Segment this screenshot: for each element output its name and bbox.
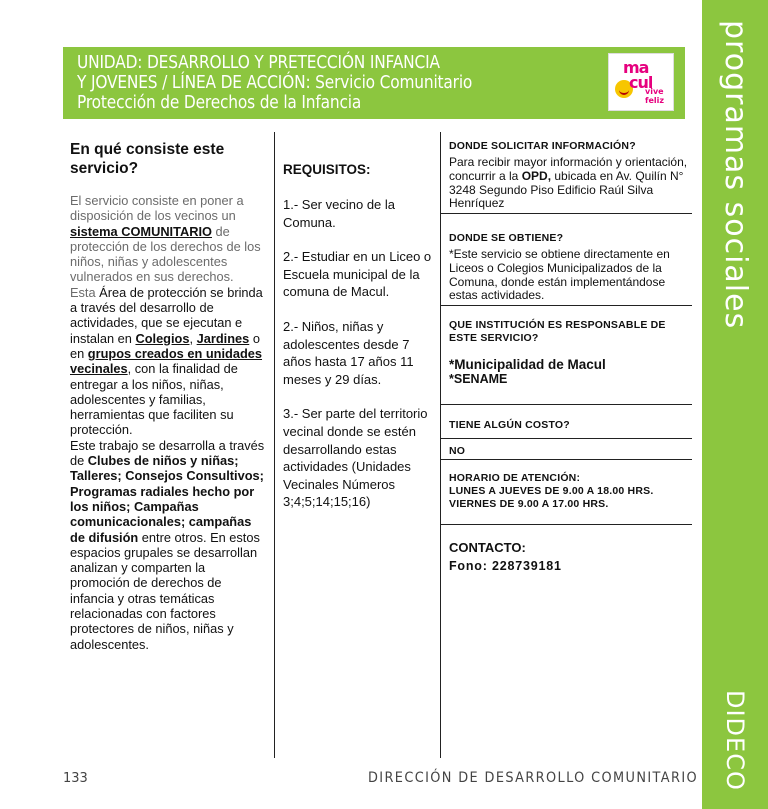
institution-1: *Municipalidad de Macul [449, 357, 606, 372]
text-run: Área de protección se brinda a través del desarrollo de actividades, que se ejecutan e instalan en [70, 284, 263, 346]
text-run-opd: OPD, [521, 168, 552, 183]
contact-phone: Fono: 228739181 [449, 559, 562, 573]
logo-text-1: ma [623, 58, 649, 77]
text-run-bold: Clubes de niños y niñas; Talleres; Consejos Consultivos; Programas radiales hecho por los niños; Campañas comunicacionales; campañas de difusión [70, 453, 264, 545]
sidebar-section-label [705, 20, 765, 340]
info-heading: DONDE SOLICITAR INFORMACIÓN? [449, 140, 636, 152]
divider-hours [440, 524, 692, 525]
obtain-text: *Este servicio se obtiene directamente en Liceos o Colegios Municipalizados de la Comuna, donde están implementándose estas actividades. [449, 247, 670, 303]
title-line-1: UNIDAD: DESARROLLO Y PRETECCIÓN INFANCIA [77, 53, 440, 73]
hours-weekdays: LUNES A JUEVES DE 9.00 A 18.00 HRS. [449, 485, 654, 497]
title-line-2: Y JOVENES / LÍNEA DE ACCIÓN: Servicio Comunitario [77, 73, 473, 93]
obtain-section [449, 232, 694, 303]
requirements-column [283, 162, 433, 528]
divider-cost [440, 438, 692, 439]
requirement-item: 2.- Niños, niñas y adolescentes desde 7 años hasta 17 años 11 meses y 29 días. [283, 318, 414, 387]
text-run-grupos: grupos creados en unidades vecinales [70, 345, 263, 377]
hours-friday: VIERNES DE 9.00 A 17.00 HRS. [449, 498, 609, 510]
cost-value: NO [449, 445, 466, 457]
sidebar-dept-label [705, 690, 765, 791]
description-column [70, 140, 265, 652]
text-run: entre otros. En estos espacios grupales se desarrollan analizan y comparten la promoción de derechos de infancia y otras temáticas relacionadas con factores protectores de niños, niñas y adolescentes. [70, 529, 260, 652]
text-run-underlined: sistema COMUNITARIO [70, 223, 212, 239]
logo-text-2: cul [629, 73, 653, 92]
info-section [449, 140, 694, 211]
hours-heading: HORARIO DE ATENCIÓN: [449, 472, 581, 484]
sidebar-bottom-text: DIDECO [721, 690, 749, 791]
text-run: Para recibir mayor información y orientación, concurrir a la [449, 155, 688, 183]
hours-section [449, 472, 694, 511]
text-run: Este trabajo se desarrolla a través de [70, 437, 265, 469]
obtain-heading: DONDE SE OBTIENE? [449, 232, 564, 244]
text-run: , [189, 330, 197, 346]
divider-obtain [440, 305, 692, 306]
text-run: o en [70, 330, 260, 361]
header-banner [63, 47, 685, 119]
macul-logo [608, 53, 674, 111]
info-text [449, 156, 694, 211]
cost-value-section [449, 445, 694, 458]
requirements-heading: REQUISITOS: [283, 162, 371, 177]
divider-col2 [440, 132, 441, 758]
institution-section [449, 319, 694, 387]
institution-heading: QUE INSTITUCIÓN ES RESPONSABLE DE ESTE SERVICIO? [449, 319, 666, 344]
logo-text-4: feliz [645, 96, 665, 105]
contact-heading: CONTACTO: [449, 540, 526, 555]
cost-heading: TIENE ALGÚN COSTO? [449, 419, 570, 431]
requirement-item: 1.- Ser vecino de la Comuna. [283, 197, 396, 230]
requirement-item: 2.- Estudiar en un Liceo o Escuela municipal de la comuna de Macul. [283, 249, 432, 300]
page-number: 133 [63, 771, 88, 786]
text-run-jardines: Jardines [196, 330, 250, 346]
divider-value [440, 459, 692, 460]
contact-section [449, 540, 694, 573]
sidebar-top-text: programas sociales [718, 20, 753, 330]
requirement-item: 3.- Ser parte del territorio vecinal donde se estén desarrollando estas actividades (Unidades Vecinales Números 3;4;5;14;15;16) [283, 406, 428, 510]
text-run-colegios: Colegios [135, 330, 190, 346]
text-run: de protección de los derechos de los niños, niñas y adolescentes vulnerados en sus derechos. [70, 223, 261, 285]
footer-title: DIRECCIÓN DE DESARROLLO COMUNITARIO [368, 770, 699, 786]
page-title [77, 53, 535, 113]
divider-inst [440, 404, 692, 405]
title-line-3: Protección de Derechos de la Infancia [77, 93, 362, 113]
cost-section [449, 419, 694, 432]
divider-info [440, 213, 692, 214]
text-run: ubicada en Av. Quilín N° 3248 Segundo Piso Edificio Raúl Silva Henríquez [449, 168, 684, 211]
text-run: Esta [70, 284, 100, 300]
divider-col1 [274, 132, 275, 758]
logo-text-3: vive [645, 87, 664, 96]
description-heading: En qué consiste este servicio? [70, 141, 225, 177]
text-run: El servicio consiste en poner a disposición de los vecinos un [70, 193, 244, 224]
institution-2: *SENAME [449, 372, 508, 386]
text-run: , con la finalidad de entregar a los niños, niñas, adolescentes y familias, herramientas que faciliten su protección. [70, 361, 238, 438]
description-text [70, 193, 265, 652]
